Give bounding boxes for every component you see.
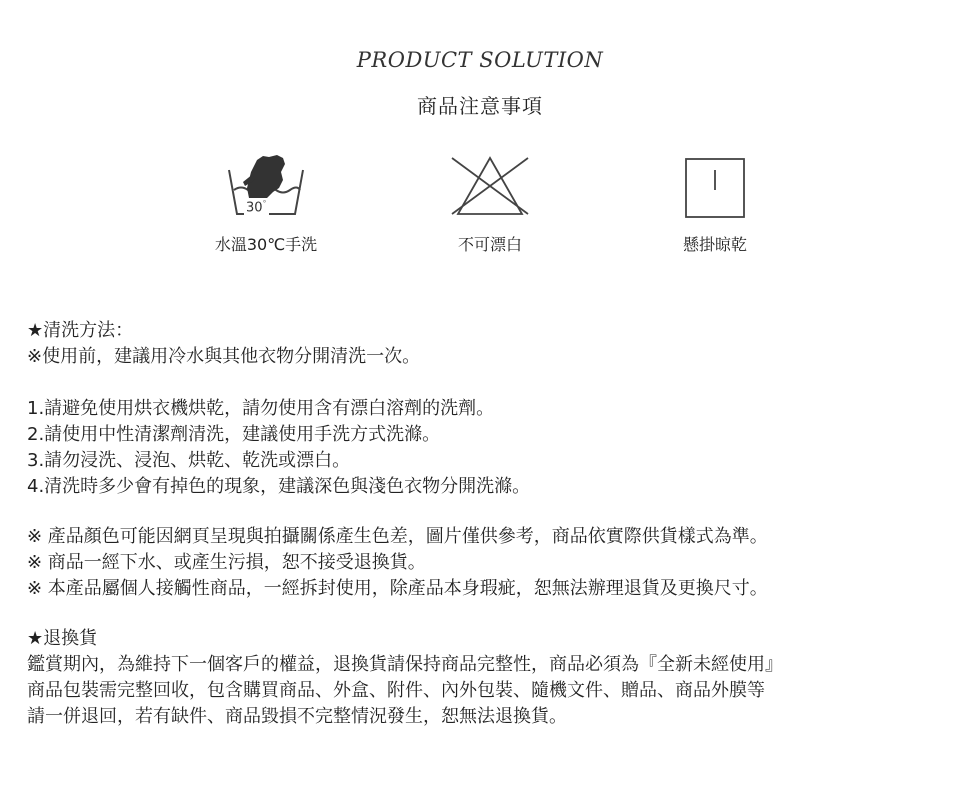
notices-section: [27, 524, 937, 602]
no-bleach-icon: [442, 152, 538, 220]
returns-section: [27, 626, 937, 730]
care-label-hand-wash: 水溫30℃手洗: [214, 235, 318, 254]
temperature-label: 30: [246, 200, 263, 216]
washing-step: 2.請使用中性清潔劑清洗，建議使用手洗方式洗滌。: [27, 424, 441, 445]
notice-item: ※ 產品顏色可能因網頁呈現與拍攝關係產生色差，圖片僅供參考，商品依實際供貨樣式為準。: [27, 526, 768, 547]
washing-note: ※使用前，建議用冷水與其他衣物分開清洗一次。: [27, 346, 421, 367]
care-label-no-bleach: 不可漂白: [457, 235, 522, 254]
hang-dry-icon: [683, 152, 747, 220]
washing-section: [27, 318, 937, 500]
washing-step: 1.請避免使用烘衣機烘乾，請勿使用含有漂白溶劑的洗劑。: [27, 398, 495, 419]
notice-item: ※ 本產品屬個人接觸性商品，一經拆封使用，除產品本身瑕疵，恕無法辦理退貨及更換尺寸。: [27, 578, 768, 599]
notice-item: ※ 商品一經下水、或產生污損，恕不接受退換貨。: [27, 552, 426, 573]
returns-line: 請一併退回，若有缺件、商品毀損不完整情況發生，恕無法退換貨。: [27, 706, 567, 727]
washing-step: 3.請勿浸洗、浸泡、烘乾、乾洗或漂白。: [27, 450, 351, 471]
care-item-no-bleach: [380, 152, 600, 255]
returns-line: 鑑賞期內，為維持下一個客戶的權益，退換貨請保持商品完整性，商品必須為『全新未經使用』: [27, 654, 783, 675]
washing-step: 4.清洗時多少會有掉色的現象，建議深色與淺色衣物分開洗滌。: [27, 476, 531, 497]
care-item-hang-dry: [605, 152, 825, 255]
returns-title: ★退換貨: [27, 628, 98, 649]
washing-title: ★清洗方法：: [27, 320, 134, 341]
heading-english: PRODUCT SOLUTION: [356, 48, 604, 72]
care-label-hang-dry: 懸掛晾乾: [682, 235, 747, 254]
heading-chinese: 商品注意事項: [417, 94, 543, 118]
care-item-hand-wash: 30° 水溫30℃手洗: [156, 152, 376, 255]
returns-line: 商品包裝需完整回收，包含購買商品、外盒、附件、內外包裝、隨機文件、贈品、商品外膜等: [27, 680, 765, 701]
